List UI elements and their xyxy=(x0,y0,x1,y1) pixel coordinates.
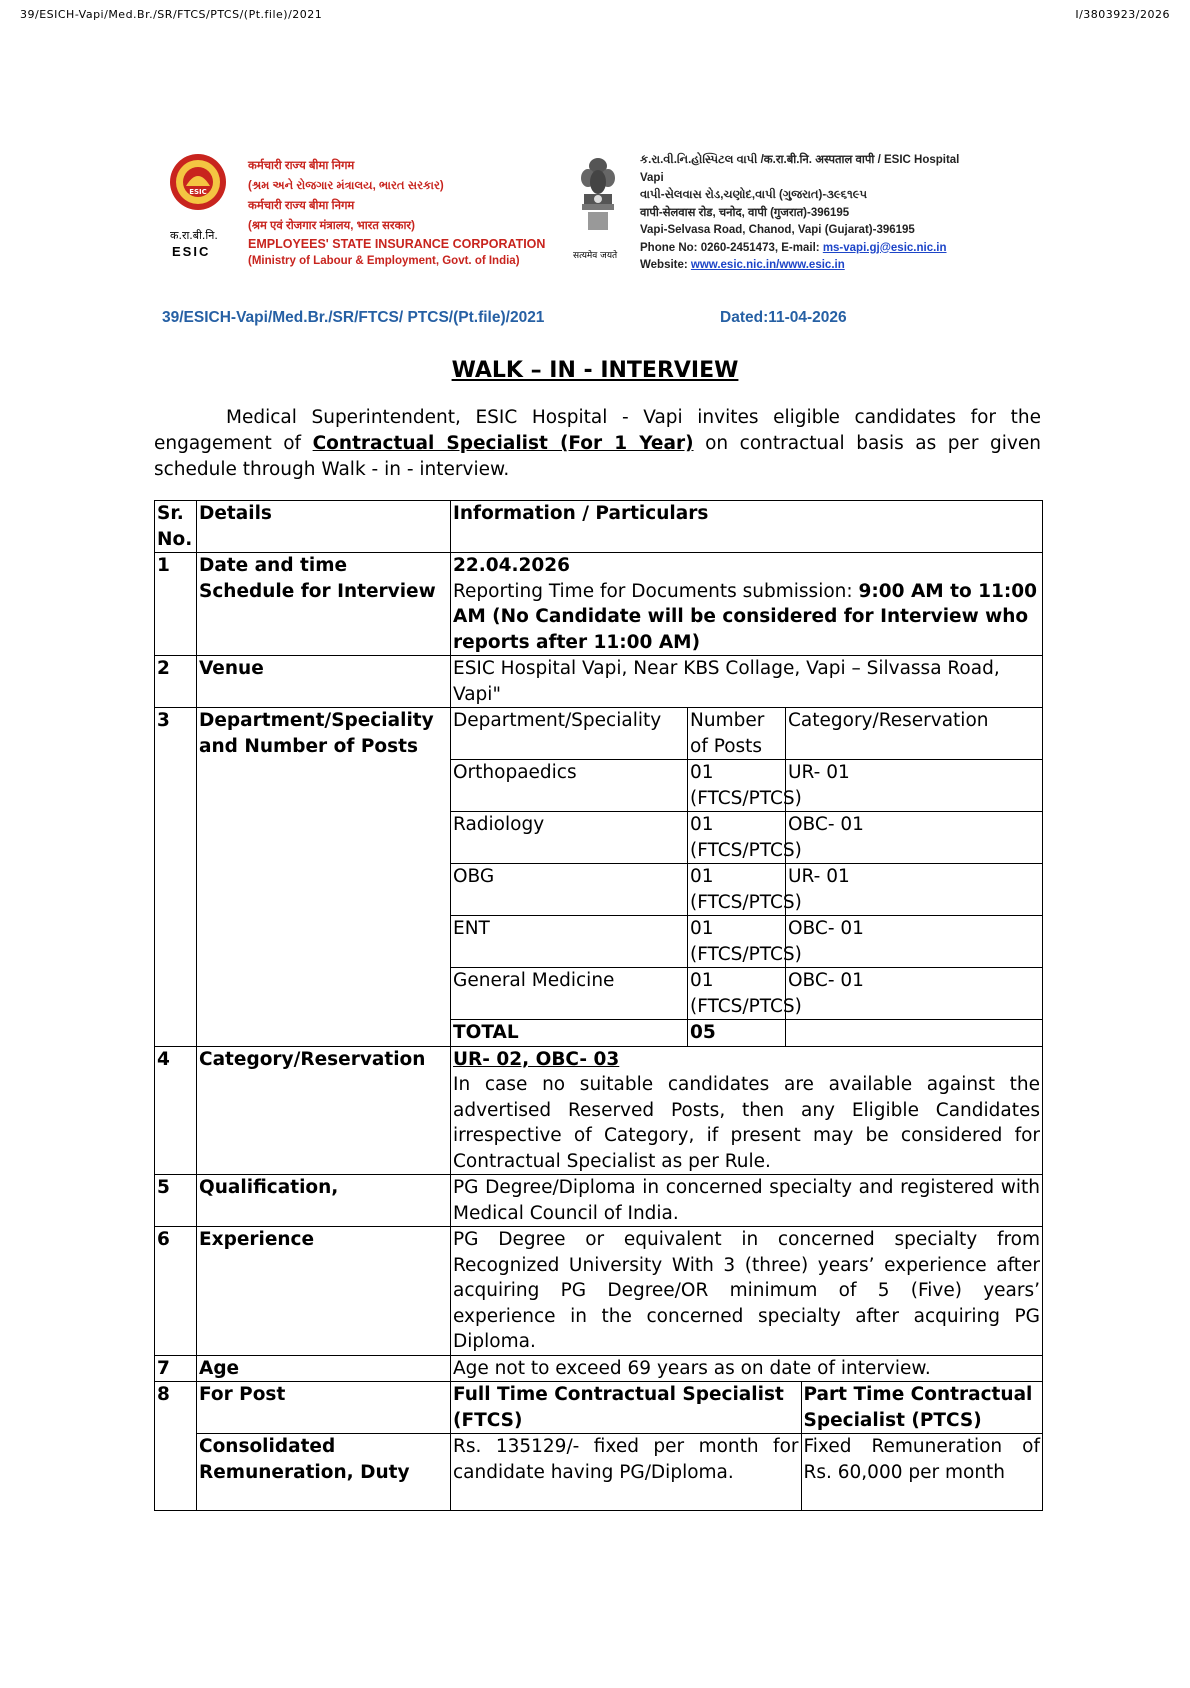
table-row xyxy=(155,708,1043,760)
ftcs-heading: Full Time Contractual Specialist (FTCS) xyxy=(451,1382,801,1433)
row6-sr: 6 xyxy=(155,1227,197,1356)
age-value: Age not to exceed 69 years as on date of interview. xyxy=(451,1355,1043,1382)
dept-category: UR- 01 xyxy=(786,760,1043,812)
table-row xyxy=(155,1382,1043,1434)
org-gujarati: (શ્રમ અને રોજગાર મંત્રાલય, ભારત સરકાર) xyxy=(248,180,444,192)
page-header-right: I/3803923/2026 xyxy=(1075,8,1170,21)
row2-label: Venue xyxy=(197,656,451,708)
row5-label: Qualification, xyxy=(197,1175,451,1227)
page-header-left: 39/ESICH-Vapi/Med.Br./SR/FTCS/PTCS/(Pt.file)/2021 xyxy=(20,8,323,21)
esic-logo xyxy=(168,152,228,212)
intro-highlight: Contractual Specialist (For 1 Year) xyxy=(312,433,694,454)
row2-sr: 2 xyxy=(155,656,197,708)
dept-posts: 01 (FTCS/PTCS) xyxy=(688,812,786,864)
website-label: Website: xyxy=(640,259,691,271)
header-information: Information / Particulars xyxy=(451,501,1043,553)
hospital-website-line xyxy=(640,257,959,275)
category-col-header: Category/Reservation xyxy=(786,708,1043,760)
dept-posts: 01 (FTCS/PTCS) xyxy=(688,916,786,968)
dept-category: OBC- 01 xyxy=(786,968,1043,1020)
ptcs-remuneration: Fixed Remuneration of Rs. 60,000 per month xyxy=(803,1436,1041,1483)
row1-sr: 1 xyxy=(155,553,197,656)
svg-text:ESIC: ESIC xyxy=(189,188,207,196)
row8-label: For Post xyxy=(197,1382,451,1434)
post-type-cell xyxy=(451,1382,1043,1434)
org-english: EMPLOYEES' STATE INSURANCE CORPORATION xyxy=(248,237,546,251)
row1-label: Date and time Schedule for Interview xyxy=(197,553,451,656)
page-cutoff xyxy=(154,1548,1054,1688)
row3-sr: 3 xyxy=(155,708,197,1047)
hospital-line-2: Vapi xyxy=(640,171,664,184)
venue-value: ESIC Hospital Vapi, Near KBS Collage, Vapi – Silvassa Road, Vapi" xyxy=(451,656,1043,708)
emblem-caption: सत्यमेव जयते xyxy=(573,251,618,261)
reporting-time-prefix: Reporting Time for Documents submission: xyxy=(453,580,859,602)
esic-abbr: ESIC xyxy=(172,244,211,259)
esic-abbr-hindi: क.रा.बी.नि. xyxy=(170,229,218,242)
interview-date: 22.04.2026 xyxy=(453,555,571,576)
letterhead xyxy=(160,152,1040,297)
row4-label: Category/Reservation xyxy=(197,1046,451,1175)
row5-sr: 5 xyxy=(155,1175,197,1227)
org-name-block xyxy=(248,156,545,270)
hospital-line-3: વાપી-સેલવાસ રોડ,ચણોદ,વાપી (ગુજરાત)-૩૯૬૧૯૫ xyxy=(640,189,868,201)
header-sr-no: Sr. No. xyxy=(155,501,197,553)
dept-name: Orthopaedics xyxy=(451,760,688,812)
ftcs-remuneration: Rs. 135129/- fixed per month for candidate having PG/Diploma. xyxy=(451,1434,801,1510)
hospital-line-5: Vapi-Selvasa Road, Chanod, Vapi (Gujarat)-396195 xyxy=(640,224,915,236)
dept-posts: 01 (FTCS/PTCS) xyxy=(688,760,786,812)
intro-part-1: Medical Superintendent, ESIC Hospital - Vapi invites eligible candidates for the engagement of xyxy=(154,407,1041,454)
table-row xyxy=(155,1046,1043,1175)
hospital-address-block xyxy=(640,152,959,275)
org-hindi-1: कर्मचारी राज्य बीमा निगम xyxy=(248,160,355,172)
row7-sr: 7 xyxy=(155,1355,197,1382)
total-value: 05 xyxy=(688,1020,786,1047)
remuneration-table xyxy=(451,1434,1042,1510)
row8-sr: 8 xyxy=(155,1382,197,1511)
dept-category: UR- 01 xyxy=(786,864,1043,916)
category-value xyxy=(451,1046,1043,1175)
total-blank xyxy=(786,1020,1043,1047)
header-details: Details xyxy=(197,501,451,553)
posts-col-header: Number of Posts xyxy=(688,708,786,760)
phone-label: Phone No: 0260-2451473, E-mail: xyxy=(640,241,823,254)
hospital-line-1: ક.રા.વી.નિ.હોસ્પિટલ વાપી /क.रा.बी.नि. अस्पताल वापी / ESIC Hospital xyxy=(640,154,960,166)
row3-label: Department/Speciality and Number of Posts xyxy=(197,708,451,1047)
qualification-value: PG Degree/Diploma in concerned specialty and registered with Medical Council of India. xyxy=(451,1175,1043,1227)
hospital-line-4: वापी-सेलवास रोड, चनोद, वापी (गुजरात)-396195 xyxy=(640,206,850,219)
national-emblem-icon xyxy=(578,156,618,240)
page-title: WALK – IN - INTERVIEW xyxy=(451,358,739,383)
dept-posts: 01 (FTCS/PTCS) xyxy=(688,968,786,1020)
reporting-time: 9:00 AM to 11:00 AM (No Candidate will be considered for Interview who reports after 11:00 AM) xyxy=(453,580,1038,653)
intro-part-2: on contractual basis as per given schedule through Walk - in - interview. xyxy=(154,433,1041,480)
hospital-contact-line xyxy=(640,240,959,258)
total-label: TOTAL xyxy=(451,1020,688,1047)
remuneration-label: Consolidated Remuneration, Duty xyxy=(197,1434,451,1511)
dept-name: Radiology xyxy=(451,812,688,864)
experience-value: PG Degree or equivalent in concerned specialty from Recognized University With 3 (three) years’ experience after acquiring PG Degree/OR minimum of 5 (Five) years’ experience in the concerned specialty after acquiring PG Diploma. xyxy=(451,1227,1043,1356)
remuneration-cell xyxy=(451,1434,1043,1511)
email-link[interactable]: ms-vapi.gj@esic.nic.in xyxy=(822,241,947,254)
row4-sr: 4 xyxy=(155,1046,197,1175)
dept-name: OBG xyxy=(451,864,688,916)
intro-paragraph xyxy=(154,405,1041,483)
category-summary: UR- 02, OBC- 03 xyxy=(453,1048,620,1070)
dept-category: OBC- 01 xyxy=(786,812,1043,864)
table-row xyxy=(155,656,1043,708)
row6-label: Experience xyxy=(197,1227,451,1356)
dept-posts: 01 (FTCS/PTCS) xyxy=(688,864,786,916)
org-hindi-2: कर्मचारी राज्य बीमा निगम xyxy=(248,200,355,212)
dept-name: ENT xyxy=(451,916,688,968)
table-row xyxy=(155,1175,1043,1227)
website-link[interactable]: www.esic.nic.in/www.esic.in xyxy=(690,259,845,271)
ptcs-heading: Part Time Contractual Specialist (PTCS) xyxy=(803,1384,1033,1431)
post-type-table xyxy=(451,1382,1042,1433)
org-hindi-ministry: (श्रम एवं रोजगार मंत्रालय, भारत सरकार) xyxy=(248,220,415,232)
interview-details-table xyxy=(154,500,1043,1511)
table-header-row xyxy=(155,501,1043,553)
org-ministry-english: (Ministry of Labour & Employment, Govt. of India) xyxy=(248,255,520,267)
dept-col-header: Department/Speciality xyxy=(451,708,688,760)
dept-name: General Medicine xyxy=(451,968,688,1020)
reference-date: Dated:11-04-2026 xyxy=(720,309,847,326)
row7-label: Age xyxy=(197,1355,451,1382)
reference-number: 39/ESICH-Vapi/Med.Br./SR/FTCS/ PTCS/(Pt.file)/2021 xyxy=(162,309,545,326)
table-row xyxy=(155,1227,1043,1356)
table-row xyxy=(155,1434,1043,1511)
table-row xyxy=(155,1355,1043,1382)
dept-category: OBC- 01 xyxy=(786,916,1043,968)
table-row xyxy=(155,553,1043,656)
category-note: In case no suitable candidates are available against the advertised Reserved Posts, then any Eligible Candidates irrespective of Category, if present may be considered for Contractual Specialist as per Rule. xyxy=(453,1074,1041,1172)
row1-value xyxy=(451,553,1043,656)
